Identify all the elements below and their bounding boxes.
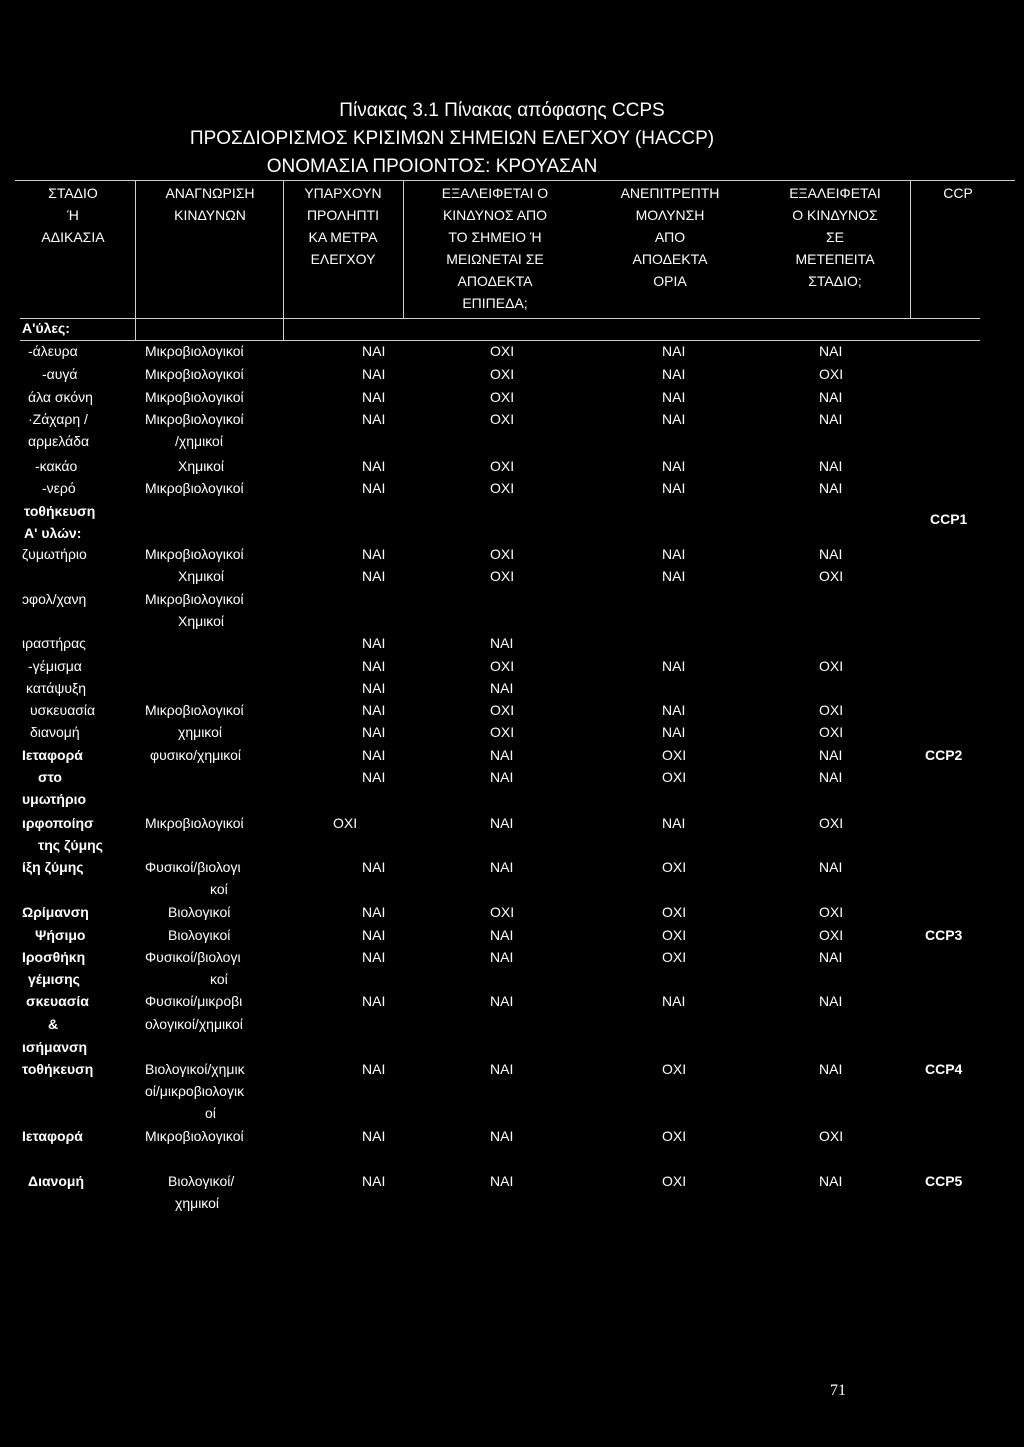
stage-label: ίξη ζύμης — [22, 859, 84, 875]
q2-cell: ΝΑΙ — [490, 993, 514, 1009]
q2-cell: ΝΑΙ — [490, 680, 514, 696]
col-divider — [283, 180, 284, 340]
stage-label: Ιροσθήκη — [22, 949, 86, 965]
stage-label: -γέμισμα — [28, 658, 82, 674]
q4-cell: ΝΑΙ — [819, 480, 843, 496]
q4-cell: ΟΧΙ — [819, 568, 844, 584]
q1-cell: ΝΑΙ — [362, 949, 386, 965]
header-q2: ΕΞΑΛΕΙΦΕΤΑΙ Ο ΚΙΝΔΥΝΟΣ ΑΠΟ ΤΟ ΣΗΜΕΙΟ Ή ΜΕΙΩΝΕΤΑΙ ΣΕ ΑΠΟΔΕΚΤΑ ΕΠΙΠΕΔΑ; — [441, 185, 549, 311]
q1-cell: ΝΑΙ — [362, 904, 386, 920]
stage-label-cont: ισήμανση — [22, 1039, 88, 1055]
q1-cell: ΝΑΙ — [362, 1173, 386, 1189]
q3-cell: ΟΧΙ — [662, 949, 687, 965]
stage-label: Ιεταφορά — [22, 1128, 83, 1144]
stage-label-cont: στο — [38, 769, 62, 785]
col-divider — [910, 180, 911, 318]
hazard-cell-cont: Χημικοί — [178, 613, 225, 629]
header-top-line — [15, 180, 1015, 181]
q2-cell: ΝΑΙ — [490, 1173, 514, 1189]
hazard-cell: Βιολογικοί/χημικ — [145, 1061, 245, 1077]
hazard-cell-cont: /χημικοί — [175, 433, 223, 449]
q1-cell: ΝΑΙ — [362, 769, 386, 785]
q4-cell: ΝΑΙ — [819, 993, 843, 1009]
q2-cell: ΝΑΙ — [490, 635, 514, 651]
hazard-cell: Φυσικοί/βιολογι — [145, 859, 241, 875]
q4-cell: ΝΑΙ — [819, 343, 843, 359]
hazard-cell-cont: χημικοί — [178, 724, 223, 740]
q3-cell: ΝΑΙ — [662, 411, 686, 427]
ccp-cell: CCP3 — [925, 927, 963, 943]
q1-cell: ΝΑΙ — [362, 927, 386, 943]
stage-label-cont: αρμελάδα — [28, 433, 90, 449]
hazard-cell: Φυσικοί/μικροβι — [145, 993, 243, 1009]
q2-cell: ΝΑΙ — [490, 769, 514, 785]
stage-label: Ιεταφορά — [22, 747, 83, 763]
q2-cell: ΟΧΙ — [490, 702, 515, 718]
q1-cell: ΝΑΙ — [362, 1061, 386, 1077]
q1-cell: ΝΑΙ — [362, 635, 386, 651]
q1-cell: ΝΑΙ — [362, 366, 386, 382]
stage-label: κατάψυξη — [26, 680, 87, 696]
q4-cell: ΝΑΙ — [819, 769, 843, 785]
q1-cell: ΝΑΙ — [362, 1128, 386, 1144]
ccp-cell: CCP1 — [930, 511, 968, 527]
header-hazard: ΑΝΑΓΝΩΡΙΣΗ ΚΙΝΔΥΝΩΝ — [165, 185, 255, 223]
q2-cell: ΟΧΙ — [490, 389, 515, 405]
q2-cell: ΝΑΙ — [490, 1061, 514, 1077]
hazard-cell: Μικροβιολογικοί — [145, 591, 244, 607]
hazard-cell: Μικροβιολογικοί — [145, 1128, 244, 1144]
header-stage: ΣΤΑΔΙΟ Ή ΑΔΙΚΑΣΙΑ — [41, 185, 105, 245]
q3-cell: ΝΑΙ — [662, 702, 686, 718]
q4-cell: ΟΧΙ — [819, 1128, 844, 1144]
q3-cell: ΟΧΙ — [662, 1128, 687, 1144]
q2-cell: ΝΑΙ — [490, 747, 514, 763]
stage-label-cont: Α' υλών: — [24, 525, 82, 541]
table-subtitle: ΠΡΟΣΔΙΟΡΙΣΜΟΣ ΚΡΙΣΙΜΩΝ ΣΗΜΕΙΩΝ ΕΛΕΓΧΟΥ (HACCP) — [189, 128, 715, 149]
q3-cell: ΝΑΙ — [662, 480, 686, 496]
hazard-cell-cont: κοί — [210, 971, 228, 987]
stage-label: ɔφολ/χανη — [22, 591, 87, 607]
q1-cell: ΝΑΙ — [362, 568, 386, 584]
q1-cell: ΝΑΙ — [362, 343, 386, 359]
product-name: ΟΝΟΜΑΣΙΑ ΠΡΟΙΟΝΤΟΣ: ΚΡΟΥΑΣΑΝ — [266, 156, 598, 177]
q1-cell: ΝΑΙ — [362, 702, 386, 718]
hazard-cell-cont: κοί — [210, 881, 228, 897]
stage-label: -κακάο — [35, 458, 78, 474]
q3-cell: ΟΧΙ — [662, 747, 687, 763]
header-q3: ΑΝΕΠΙΤΡΕΠΤΗ ΜΟΛΥΝΣΗ ΑΠΟ ΑΠΟΔΕΚΤΑ ΟΡΙΑ — [620, 185, 720, 289]
stage-label: υσκευασία — [30, 702, 96, 718]
stage-label: τοθήκευση — [22, 1061, 94, 1077]
q4-cell: ΝΑΙ — [819, 1061, 843, 1077]
q2-cell: ΟΧΙ — [490, 366, 515, 382]
q2-cell: ΟΧΙ — [490, 658, 515, 674]
hazard-cell: Βιολογικοί — [168, 927, 231, 943]
hazard-cell: Μικροβιολογικοί — [145, 389, 244, 405]
q4-cell: ΝΑΙ — [819, 411, 843, 427]
q4-cell: ΟΧΙ — [819, 927, 844, 943]
q1-cell: ΟΧΙ — [333, 815, 358, 831]
q4-cell: ΟΧΙ — [819, 724, 844, 740]
q3-cell: ΝΑΙ — [662, 815, 686, 831]
q1-cell: ΝΑΙ — [362, 680, 386, 696]
stage-label: Διανομή — [28, 1173, 85, 1189]
q2-cell: ΟΧΙ — [490, 458, 515, 474]
hazard-cell-cont: ολογικοί/χημικοί — [145, 1016, 243, 1032]
q2-cell: ΝΑΙ — [490, 815, 514, 831]
q2-cell: ΟΧΙ — [490, 546, 515, 562]
header-q4: ΕΞΑΛΕΙΦΕΤΑΙ Ο ΚΙΝΔΥΝΟΣ ΣΕ ΜΕΤΕΠΕΙΤΑ ΣΤΑΔΙΟ; — [789, 185, 881, 289]
q3-cell: ΝΑΙ — [662, 546, 686, 562]
hazard-cell-cont: Χημικοί — [178, 568, 225, 584]
header-ccp: CCP — [943, 185, 973, 201]
header-bottom-line — [20, 318, 980, 319]
q4-cell: ΝΑΙ — [819, 747, 843, 763]
q2-cell: ΝΑΙ — [490, 927, 514, 943]
hazard-cell: Βιολογικοί — [168, 904, 231, 920]
stage-label-cont: υμωτήριο — [22, 791, 87, 807]
stage-label-cont: της ζύμης — [38, 837, 103, 853]
q1-cell: ΝΑΙ — [362, 411, 386, 427]
q4-cell: ΝΑΙ — [819, 1173, 843, 1189]
hazard-cell: Μικροβιολογικοί — [145, 366, 244, 382]
stage-label: -αυγά — [42, 366, 78, 382]
q3-cell: ΝΑΙ — [662, 343, 686, 359]
hazard-cell: φυσικο/χημικοί — [150, 747, 242, 763]
q1-cell: ΝΑΙ — [362, 658, 386, 674]
q4-cell: ΝΑΙ — [819, 859, 843, 875]
stage-label: άλα σκόνη — [28, 389, 93, 405]
q1-cell: ΝΑΙ — [362, 724, 386, 740]
q1-cell: ΝΑΙ — [362, 458, 386, 474]
q3-cell: ΟΧΙ — [662, 927, 687, 943]
q4-cell: ΝΑΙ — [819, 389, 843, 405]
q4-cell: ΝΑΙ — [819, 458, 843, 474]
stage-label: -νερό — [42, 480, 76, 496]
col-divider — [135, 180, 136, 340]
stage-label: Ωρίμανση — [22, 904, 89, 920]
table-caption: Πίνακας 3.1 Πίνακας απόφασης CCPS — [339, 100, 665, 121]
stage-label-cont: διανομή — [30, 724, 80, 740]
stage-label-cont: & — [48, 1016, 59, 1032]
hazard-cell: Μικροβιολογικοί — [145, 546, 244, 562]
q4-cell: ΟΧΙ — [819, 815, 844, 831]
header-q1: ΥΠΑΡΧΟΥΝ ΠΡΟΛΗΠΤΙ ΚΑ ΜΕΤΡΑ ΕΛΕΓΧΟΥ — [304, 185, 382, 267]
q4-cell: ΟΧΙ — [819, 904, 844, 920]
stage-label: ζυμωτήριο — [22, 546, 87, 562]
q3-cell: ΟΧΙ — [662, 859, 687, 875]
hazard-cell: Μικροβιολογικοί — [145, 815, 244, 831]
stage-label: ·Ζάχαρη / — [28, 411, 88, 427]
hazard-cell-cont: οί — [205, 1105, 216, 1121]
stage-label: ιραστήρας — [22, 635, 86, 651]
q1-cell: ΝΑΙ — [362, 859, 386, 875]
page-number: 71 — [830, 1382, 846, 1399]
q2-cell: ΟΧΙ — [490, 904, 515, 920]
q3-cell: ΝΑΙ — [662, 568, 686, 584]
q1-cell: ΝΑΙ — [362, 480, 386, 496]
stage-label: σκευασία — [26, 993, 89, 1009]
q2-cell: ΟΧΙ — [490, 411, 515, 427]
stage-label: τοθήκευση — [24, 503, 96, 519]
q2-cell: ΝΑΙ — [490, 949, 514, 965]
q2-cell: ΝΑΙ — [490, 1128, 514, 1144]
q2-cell: ΝΑΙ — [490, 859, 514, 875]
q3-cell: ΝΑΙ — [662, 458, 686, 474]
hazard-cell: Χημικοί — [178, 458, 225, 474]
hazard-cell: Μικροβιολογικοί — [145, 702, 244, 718]
q2-cell: ΟΧΙ — [490, 343, 515, 359]
stage-label: Ψήσιμο — [35, 927, 86, 943]
q3-cell: ΟΧΙ — [662, 1173, 687, 1189]
hazard-cell: Βιολογικοί/ — [168, 1173, 235, 1189]
q3-cell: ΟΧΙ — [662, 769, 687, 785]
q2-cell: ΟΧΙ — [490, 568, 515, 584]
ccp-cell: CCP5 — [925, 1173, 963, 1189]
q3-cell: ΝΑΙ — [662, 724, 686, 740]
col-divider — [403, 180, 404, 318]
q3-cell: ΝΑΙ — [662, 389, 686, 405]
hazard-cell: Φυσικοί/βιολογι — [145, 949, 241, 965]
hazard-cell: Μικροβιολογικοί — [145, 411, 244, 427]
q4-cell: ΝΑΙ — [819, 546, 843, 562]
q4-cell: ΟΧΙ — [819, 702, 844, 718]
q1-cell: ΝΑΙ — [362, 747, 386, 763]
q1-cell: ΝΑΙ — [362, 389, 386, 405]
q3-cell: ΝΑΙ — [662, 366, 686, 382]
q4-cell: ΟΧΙ — [819, 366, 844, 382]
hazard-cell-cont: οί/μικροβιολογικ — [145, 1083, 245, 1099]
q2-cell: ΟΧΙ — [490, 480, 515, 496]
q4-cell: ΟΧΙ — [819, 658, 844, 674]
ccp-cell: CCP4 — [925, 1061, 963, 1077]
q3-cell: ΝΑΙ — [662, 993, 686, 1009]
ccp-cell: CCP2 — [925, 747, 963, 763]
q1-cell: ΝΑΙ — [362, 546, 386, 562]
hazard-cell-cont: χημικοί — [175, 1195, 220, 1211]
q4-cell: ΝΑΙ — [819, 949, 843, 965]
q3-cell: ΟΧΙ — [662, 904, 687, 920]
q3-cell: ΝΑΙ — [662, 658, 686, 674]
q2-cell: ΟΧΙ — [490, 724, 515, 740]
hazard-cell: Μικροβιολογικοί — [145, 343, 244, 359]
stage-label: -άλευρα — [28, 343, 78, 359]
q1-cell: ΝΑΙ — [362, 993, 386, 1009]
stage-label: ιρφοποίησ — [22, 815, 94, 831]
stage-label: Α'ύλες: — [22, 320, 70, 336]
stage-label-cont: γέμισης — [28, 971, 80, 987]
q3-cell: ΟΧΙ — [662, 1061, 687, 1077]
hazard-cell: Μικροβιολογικοί — [145, 480, 244, 496]
